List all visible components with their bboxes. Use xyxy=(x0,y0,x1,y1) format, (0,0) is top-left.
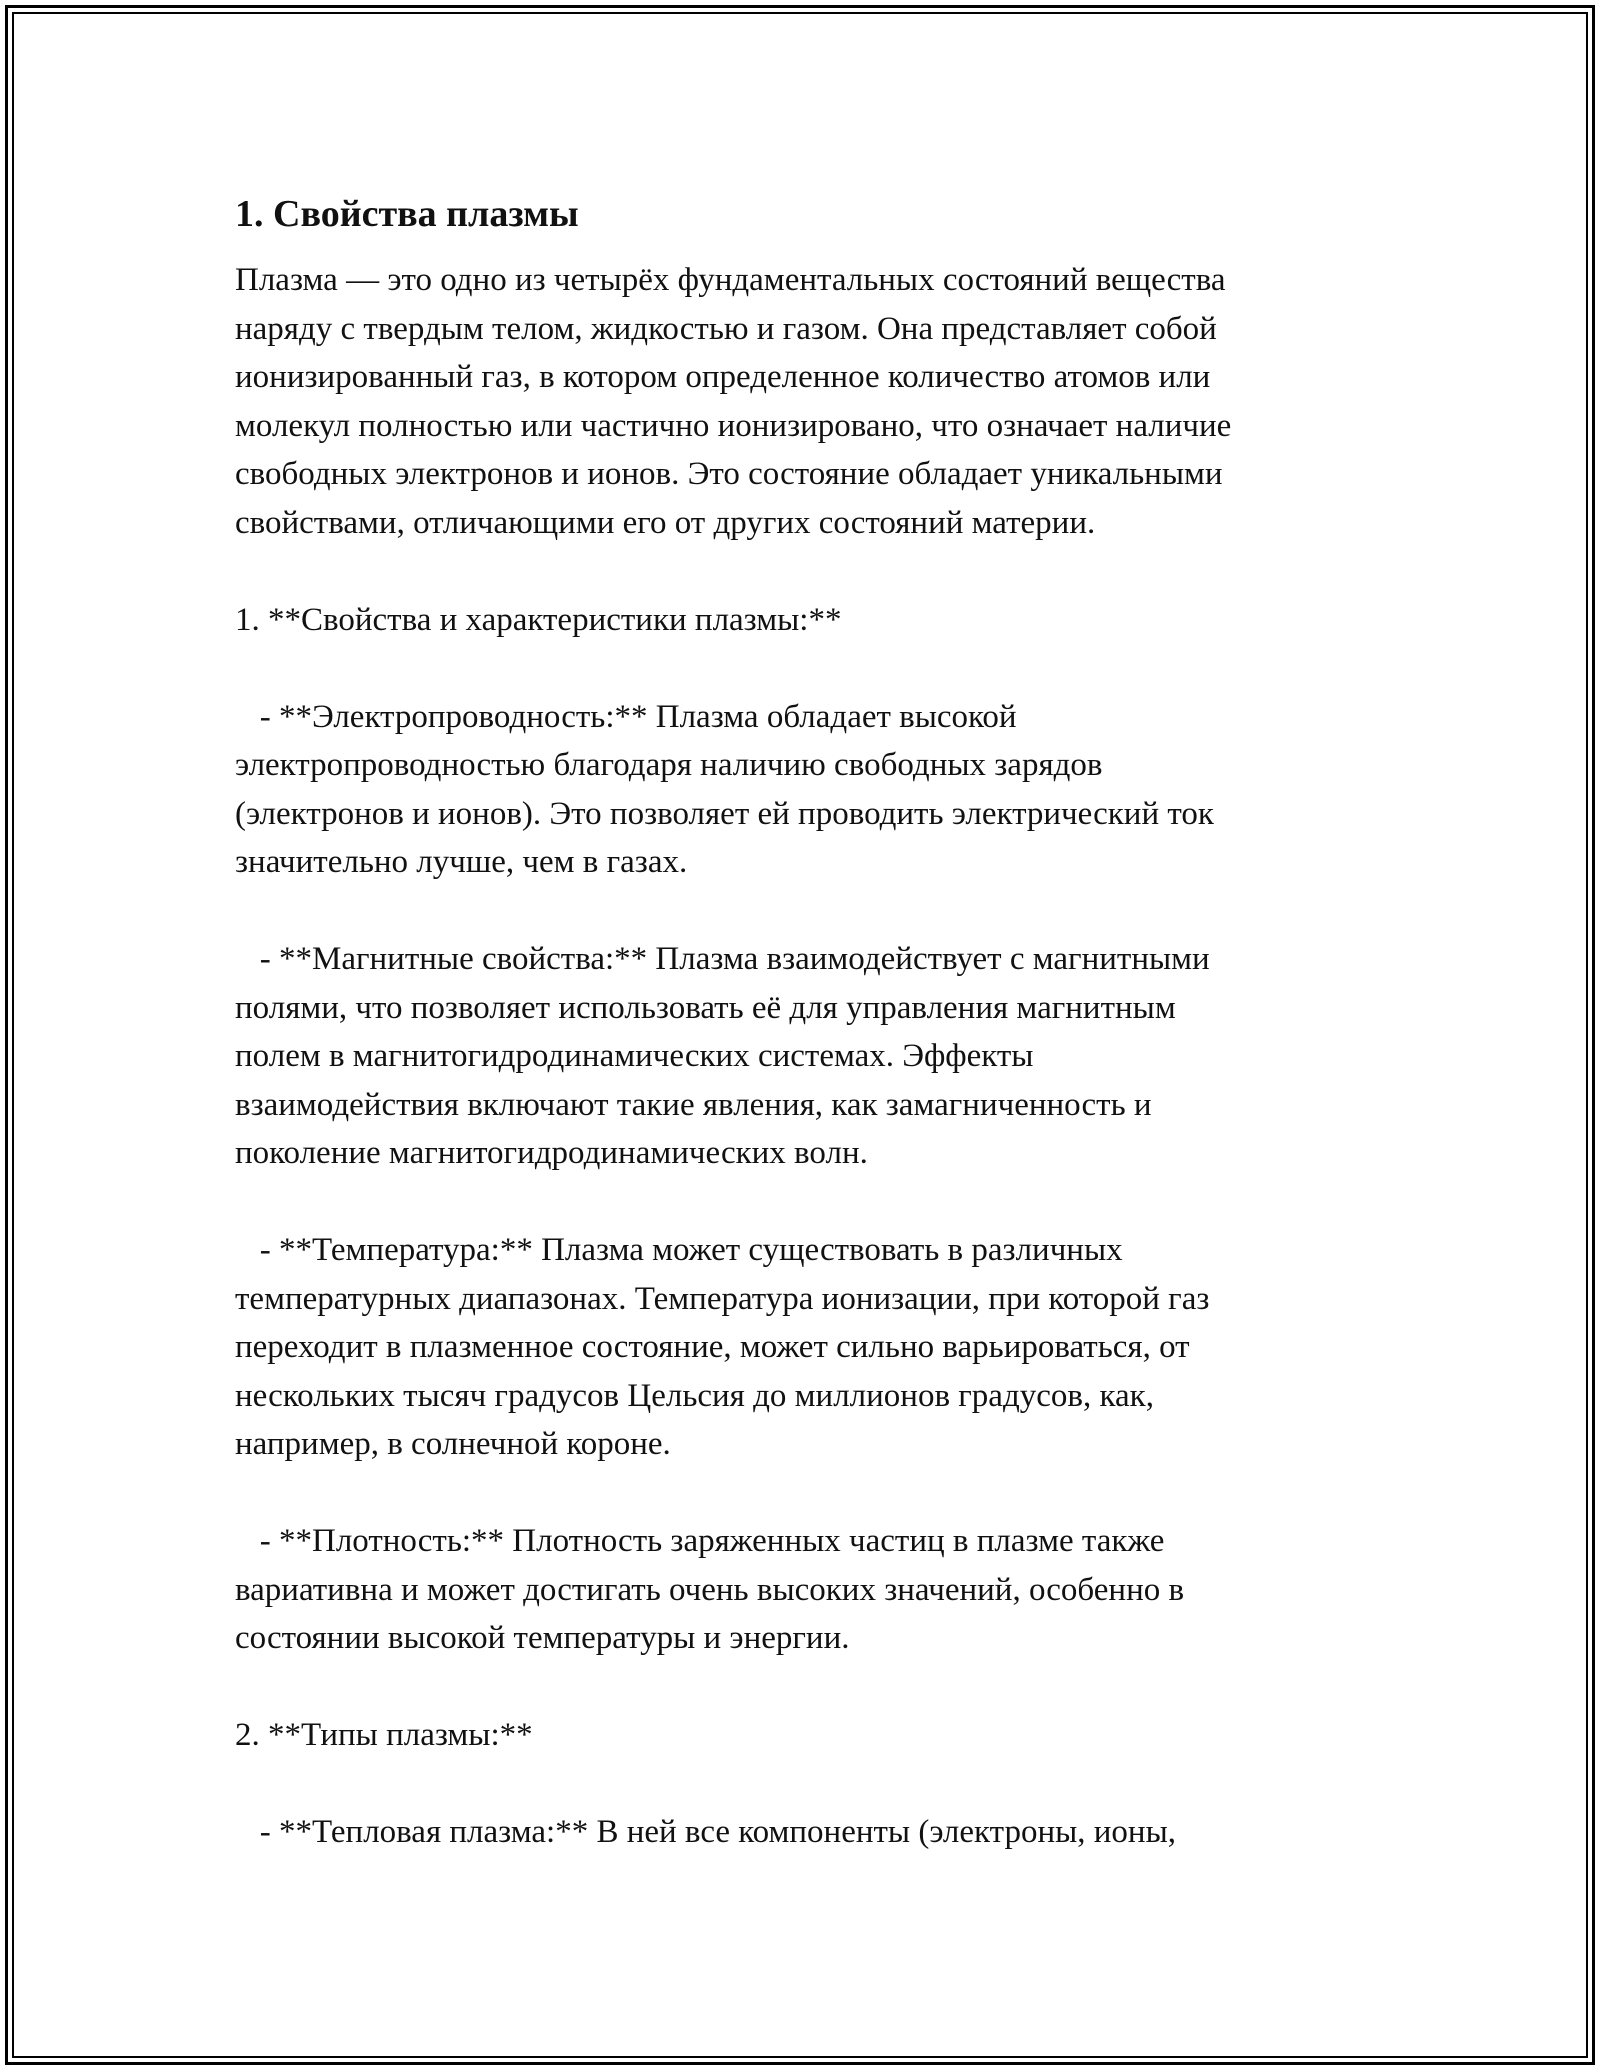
text-line: - **Магнитные свойства:** Плазма взаимодействует с магнитными xyxy=(235,941,1210,977)
text-line: значительно лучше, чем в газах. xyxy=(235,844,688,880)
text-line: ионизированный газ, в котором определенное количество атомов или xyxy=(235,359,1211,395)
text-line: состоянии высокой температуры и энергии. xyxy=(235,1620,850,1656)
blank-line xyxy=(235,1178,1375,1227)
text-line: - **Электропроводность:** Плазма обладает высокой xyxy=(235,698,1017,735)
text-line: свободных электронов и ионов. Это состояние обладает уникальными xyxy=(235,456,1223,492)
blank-line xyxy=(235,1469,1375,1518)
text-line: - **Тепловая плазма:** В ней все компоненты (электроны, ионы, xyxy=(235,1814,1177,1850)
text-line: поколение магнитогидродинамических волн. xyxy=(235,1135,868,1171)
text-line: молекул полностью или частично ионизировано, что означает наличие xyxy=(235,407,1232,444)
text-line: температурных диапазонах. Температура ионизации, при которой газ xyxy=(235,1280,1210,1317)
text-line: 2. **Типы плазмы:** xyxy=(235,1717,533,1753)
text-line: вариативна и может достигать очень высоких значений, особенно в xyxy=(235,1571,1185,1608)
section-heading: 1. Свойства плазмы xyxy=(235,193,579,235)
document-body xyxy=(235,180,1375,1857)
text-line: - **Температура:** Плазма может существовать в различных xyxy=(235,1232,1123,1268)
text-line: полями, что позволяет использовать её для управления магнитным xyxy=(235,989,1176,1026)
blank-line xyxy=(235,1663,1375,1712)
text-line: свойствами, отличающими его от других состояний материи. xyxy=(235,504,1096,541)
text-line: нескольких тысяч градусов Цельсия до миллионов градусов, как, xyxy=(235,1377,1154,1414)
text-line: электропроводностью благодаря наличию свободных зарядов xyxy=(235,747,1103,783)
text-line: Плазма — это одно из четырёх фундаментальных состояний вещества xyxy=(235,262,1226,298)
blank-line xyxy=(235,887,1375,936)
text-line: 1. **Свойства и характеристики плазмы:** xyxy=(235,601,842,638)
text-line: полем в магнитогидродинамических системах. Эффекты xyxy=(235,1038,1034,1074)
blank-line xyxy=(235,547,1375,596)
blank-line xyxy=(235,644,1375,693)
text-line: переходит в плазменное состояние, может сильно варьироваться, от xyxy=(235,1329,1190,1365)
document-text xyxy=(235,256,1375,1857)
text-line: например, в солнечной короне. xyxy=(235,1426,671,1462)
text-line: взаимодействия включают такие явления, как замагниченность и xyxy=(235,1086,1152,1123)
text-line: (электронов и ионов). Это позволяет ей проводить электрический ток xyxy=(235,795,1214,832)
text-line: - **Плотность:** Плотность заряженных частиц в плазме также xyxy=(235,1523,1165,1559)
text-line: наряду с твердым телом, жидкостью и газом. Она представляет собой xyxy=(235,310,1217,347)
blank-line xyxy=(235,1760,1375,1809)
